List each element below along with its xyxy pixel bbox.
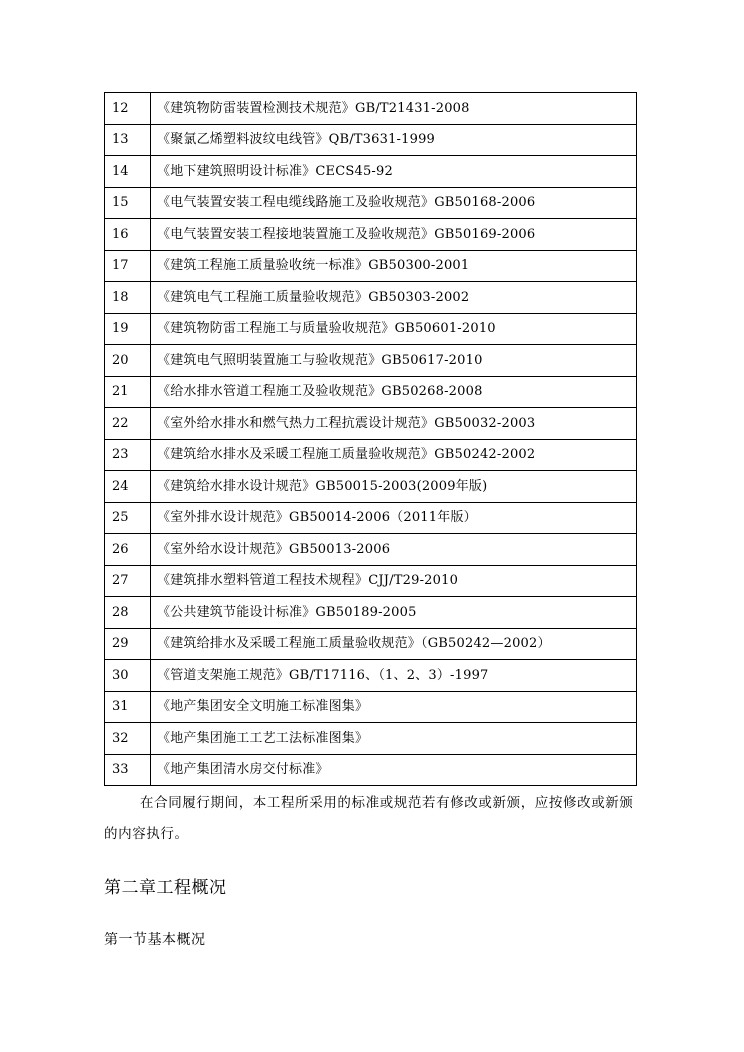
table-row (105, 565, 637, 597)
standard-name: 《建筑给水排水设计规范》GB50015-2003(2009年版) (151, 471, 637, 503)
row-number: 23 (105, 439, 151, 471)
row-number: 30 (105, 660, 151, 692)
section-heading: 第一节基本概况 (104, 932, 206, 948)
table-row (105, 376, 637, 408)
standard-name: 《室外给水排水和燃气热力工程抗震设计规范》GB50032-2003 (151, 408, 637, 440)
table-row (105, 187, 637, 219)
row-number: 33 (105, 754, 151, 786)
standard-name: 《建筑排水塑料管道工程技术规程》CJJ/T29-2010 (151, 565, 637, 597)
row-number: 17 (105, 250, 151, 282)
row-number: 13 (105, 124, 151, 156)
row-number: 26 (105, 534, 151, 566)
row-number: 14 (105, 156, 151, 188)
standard-name: 《建筑给排水及采暖工程施工质量验收规范》（GB50242—2002） (151, 628, 637, 660)
standard-name: 《室外给水设计规范》GB50013-2006 (151, 534, 637, 566)
table-row (105, 282, 637, 314)
row-number: 29 (105, 628, 151, 660)
standard-name: 《建筑物防雷工程施工与质量验收规范》GB50601-2010 (151, 313, 637, 345)
row-number: 21 (105, 376, 151, 408)
row-number: 20 (105, 345, 151, 377)
standard-name: 《地产集团施工工艺工法标准图集》 (151, 723, 637, 755)
standard-name: 《室外排水设计规范》GB50014-2006（2011年版） (151, 502, 637, 534)
standard-name: 《地产集团安全文明施工标准图集》 (151, 691, 637, 723)
table-row (105, 723, 637, 755)
standards-table (104, 92, 637, 786)
row-number: 32 (105, 723, 151, 755)
standard-name: 《建筑给水排水及采暖工程施工质量验收规范》GB50242-2002 (151, 439, 637, 471)
standard-name: 《建筑电气照明装置施工与验收规范》GB50617-2010 (151, 345, 637, 377)
standard-name: 《地下建筑照明设计标准》CECS45-92 (151, 156, 637, 188)
table-row (105, 408, 637, 440)
table-row (105, 628, 637, 660)
row-number: 12 (105, 93, 151, 125)
table-row (105, 534, 637, 566)
table-row (105, 124, 637, 156)
row-number: 24 (105, 471, 151, 503)
standard-name: 《管道支架施工规范》GB/T17116、（1、2、3）-1997 (151, 660, 637, 692)
row-number: 18 (105, 282, 151, 314)
row-number: 22 (105, 408, 151, 440)
standard-name: 《给水排水管道工程施工及验收规范》GB50268-2008 (151, 376, 637, 408)
table-row (105, 313, 637, 345)
standards-table-body (105, 93, 637, 786)
table-row (105, 156, 637, 188)
table-row (105, 439, 637, 471)
standard-name: 《建筑电气工程施工质量验收规范》GB50303-2002 (151, 282, 637, 314)
table-row (105, 93, 637, 125)
row-number: 19 (105, 313, 151, 345)
standard-name: 《聚氯乙烯塑料波纹电线管》QB/T3631-1999 (151, 124, 637, 156)
row-number: 27 (105, 565, 151, 597)
chapter-heading: 第二章工程概况 (104, 878, 227, 898)
standard-name: 《公共建筑节能设计标准》GB50189-2005 (151, 597, 637, 629)
table-row (105, 754, 637, 786)
row-number: 15 (105, 187, 151, 219)
row-number: 25 (105, 502, 151, 534)
table-row (105, 660, 637, 692)
table-row (105, 471, 637, 503)
table-row (105, 345, 637, 377)
row-number: 28 (105, 597, 151, 629)
row-number: 16 (105, 219, 151, 251)
standard-name: 《建筑物防雷装置检测技术规范》GB/T21431-2008 (151, 93, 637, 125)
table-row (105, 250, 637, 282)
table-row (105, 502, 637, 534)
body-paragraph: 在合同履行期间，本工程所采用的标准或规范若有修改或新颁，应按修改或新颁的内容执行。 (104, 795, 634, 842)
standard-name: 《地产集团清水房交付标准》 (151, 754, 637, 786)
standard-name: 《电气装置安装工程接地装置施工及验收规范》GB50169-2006 (151, 219, 637, 251)
row-number: 31 (105, 691, 151, 723)
table-row (105, 597, 637, 629)
table-row (105, 219, 637, 251)
table-row (105, 691, 637, 723)
standard-name: 《建筑工程施工质量验收统一标准》GB50300-2001 (151, 250, 637, 282)
standard-name: 《电气装置安装工程电缆线路施工及验收规范》GB50168-2006 (151, 187, 637, 219)
